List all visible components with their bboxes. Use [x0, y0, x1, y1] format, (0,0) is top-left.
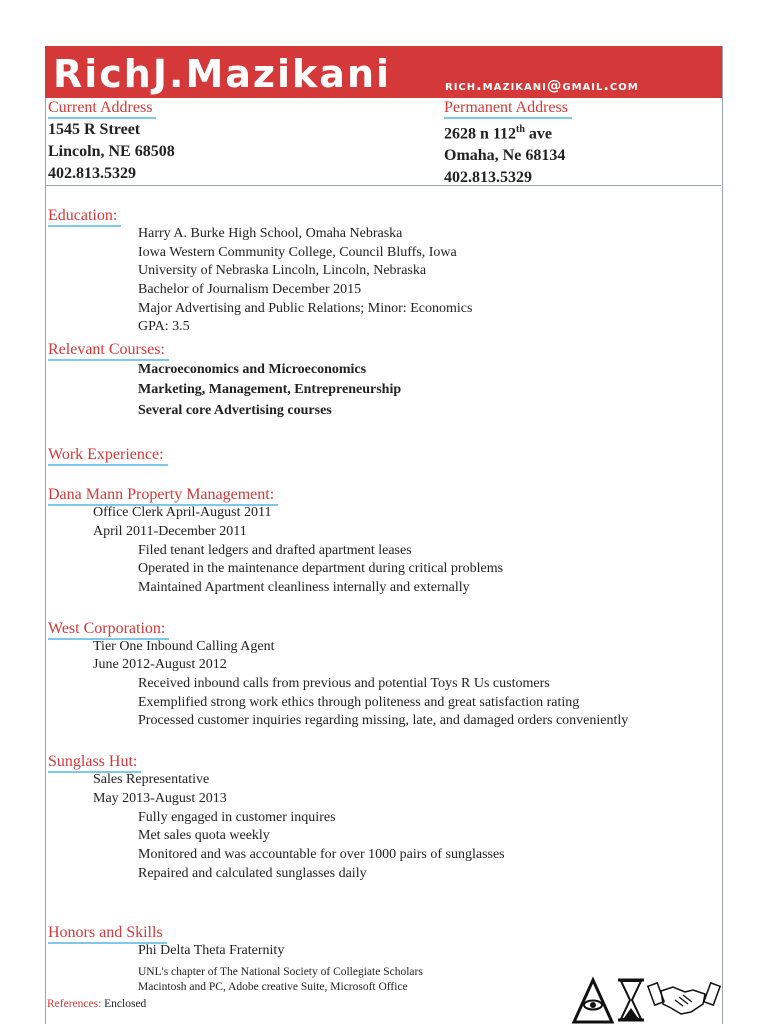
job-dates: April 2011-December 2011	[93, 524, 247, 539]
current-address	[48, 98, 175, 185]
job-duty: Received inbound calls from previous and potential Toys R Us customers	[138, 676, 550, 691]
handshake-icon	[648, 983, 720, 1014]
work-heading: Work Experience:	[48, 445, 168, 466]
education-line: University of Nebraska Lincoln, Lincoln, Nebraska	[138, 263, 427, 278]
references-label: References:	[47, 998, 102, 1010]
honors-line: Phi Delta Theta Fraternity	[138, 943, 285, 958]
employer-sunglass-hut: Sunglass Hut:	[48, 752, 141, 773]
permanent-street-sup: th	[516, 124, 525, 135]
honors-heading: Honors and Skills	[48, 923, 167, 944]
permanent-address	[444, 98, 572, 189]
job-duty: Met sales quota weekly	[138, 828, 270, 843]
current-street: 1545 R Street	[48, 121, 141, 138]
address-box	[45, 98, 721, 186]
education-line: Harry A. Burke High School, Omaha Nebraska	[138, 226, 403, 241]
permanent-city: Omaha, Ne 68134	[444, 147, 566, 165]
resume-name: RichJ.Mazikani	[53, 52, 392, 96]
hourglass-icon	[618, 980, 644, 1020]
employer-west-corporation: West Corporation:	[48, 619, 169, 640]
job-duty: Filed tenant ledgers and drafted apartment leases	[138, 543, 412, 558]
job-role: Tier One Inbound Calling Agent	[93, 639, 275, 654]
permanent-address-label: Permanent Address	[444, 98, 572, 119]
education-line: Bachelor of Journalism December 2015	[138, 282, 362, 297]
job-duty: Repaired and calculated sunglasses daily	[138, 866, 367, 881]
references	[47, 997, 146, 1011]
course-line: Several core Advertising courses	[138, 403, 332, 418]
employer-dana-mann: Dana Mann Property Management:	[48, 485, 278, 506]
permanent-phone: 402.813.5329	[444, 169, 532, 187]
education-line: Iowa Western Community College, Council Bluffs, Iowa	[138, 245, 457, 260]
education-line: Major Advertising and Public Relations; Minor: Economics	[138, 301, 473, 316]
permanent-street-suffix: ave	[524, 125, 553, 143]
job-duty: Exemplified strong work ethics through politeness and great satisfaction rating	[138, 695, 580, 710]
courses-heading: Relevant Courses:	[48, 340, 169, 361]
current-city: Lincoln, NE 68508	[48, 143, 175, 160]
job-duty: Processed customer inquiries regarding missing, late, and damaged orders conveniently	[138, 713, 629, 728]
job-role: Office Clerk April-August 2011	[93, 505, 272, 520]
job-duty: Fully engaged in customer inquires	[138, 810, 336, 825]
current-address-label: Current Address	[48, 98, 156, 119]
course-line: Marketing, Management, Entrepreneurship	[138, 382, 402, 397]
permanent-street	[444, 119, 572, 145]
education-heading: Education:	[48, 206, 121, 227]
honors-line: UNL's chapter of The National Society of Collegiate Scholars	[138, 966, 423, 978]
job-dates: May 2013-August 2013	[93, 791, 227, 806]
resume-email: rich.mazikani@gmail.com	[445, 78, 639, 94]
decorative-icons	[571, 974, 721, 1024]
job-duty: Maintained Apartment cleanliness internally and externally	[138, 580, 470, 595]
skills-line: Macintosh and PC, Adobe creative Suite, Microsoft Office	[138, 981, 408, 993]
education-line: GPA: 3.5	[138, 319, 190, 334]
current-phone: 402.813.5329	[48, 165, 136, 182]
job-dates: June 2012-August 2012	[93, 657, 227, 672]
permanent-street-number: 2628 n 112	[444, 125, 517, 143]
job-duty: Operated in the maintenance department during critical problems	[138, 561, 504, 576]
course-line: Macroeconomics and Microeconomics	[138, 362, 367, 377]
references-value: Enclosed	[104, 998, 147, 1010]
job-duty: Monitored and was accountable for over 1000 pairs of sunglasses	[138, 847, 505, 862]
job-role: Sales Representative	[93, 772, 210, 787]
eye-triangle-icon	[574, 980, 612, 1022]
